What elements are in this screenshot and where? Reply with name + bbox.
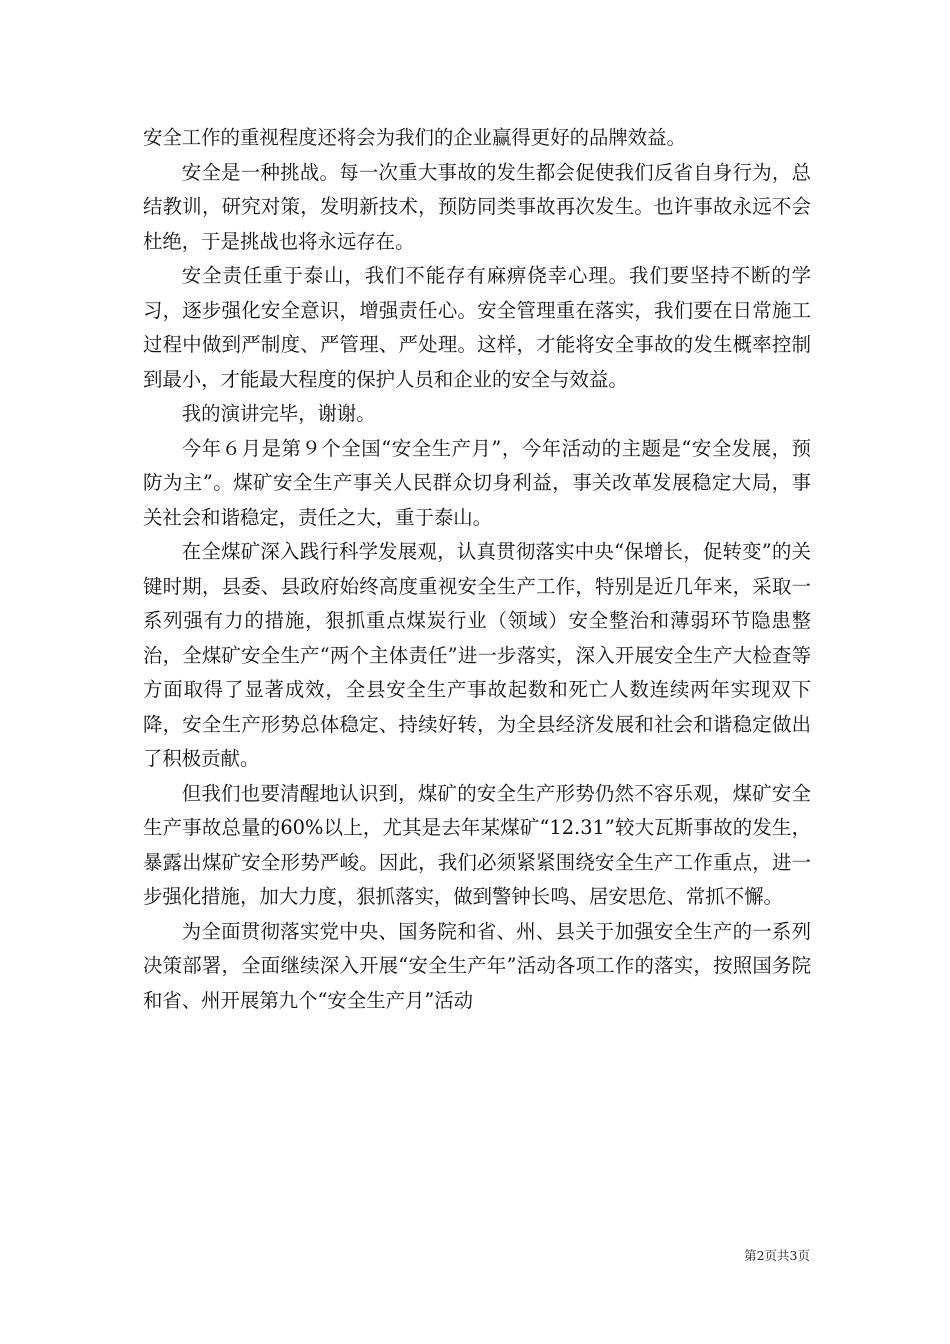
paragraph-5: 今年６月是第９个全国“安全生产月”，今年活动的主题是“安全发展，预防为主”。煤矿安全生产事关人民群众切身利益，事关改革发展稳定大局，事关社会和谐稳定，责任之大，重于泰山。 (143, 436, 811, 529)
document-body (143, 121, 811, 1018)
page-number: 第2页共3页 (744, 1248, 810, 1263)
paragraph-1: 安全工作的重视程度还将会为我们的企业赢得更好的品牌效益。 (143, 126, 686, 149)
paragraph-8: 为全面贯彻落实党中央、国务院和省、州、县关于加强安全生产的一系列决策部署，全面继续深入开展“安全生产年”活动各项工作的落实，按照国务院和省、州开展第九个“安全生产月”活动 (143, 919, 811, 1012)
paragraph-6: 在全煤矿深入践行科学发展观，认真贯彻落实中央“保增长，促转变”的关键时期，县委、县政府始终高度重视安全生产工作，特别是近几年来，采取一系列强有力的措施，狠抓重点煤炭行业（领域）安全整治和薄弱环节隐患整治，全煤矿安全生产“两个主体责任”进一步落实，深入开展安全生产大检查等方面取得了显著成效，全县安全生产事故起数和死亡人数连续两年实现双下降，安全生产形势总体稳定、持续好转，为全县经济发展和社会和谐稳定做出了积极贡献。 (143, 540, 811, 770)
paragraph-7: 但我们也要清醒地认识到，煤矿的安全生产形势仍然不容乐观，煤矿安全生产事故总量的60%以上，尤其是去年某煤矿“12.31”较大瓦斯事故的发生，暴露出煤矿安全形势严峻。因此，我们必须紧紧围绕安全生产工作重点，进一步强化措施，加大力度，狠抓落实，做到警钟长鸣、居安思危、常抓不懈。 (143, 781, 811, 908)
paragraph-3: 安全责任重于泰山，我们不能存有麻痹侥幸心理。我们要坚持不断的学习，逐步强化安全意识，增强责任心。安全管理重在落实，我们要在日常施工过程中做到严制度、严管理、严处理。这样，才能将安全事故的发生概率控制到最小，才能最大程度的保护人员和企业的安全与效益。 (143, 264, 811, 391)
paragraph-2: 安全是一种挑战。每一次重大事故的发生都会促使我们反省自身行为，总结教训，研究对策，发明新技术，预防同类事故再次发生。也许事故永远不会杜绝，于是挑战也将永远存在。 (143, 160, 811, 253)
paragraph-4: 我的演讲完毕，谢谢。 (181, 402, 376, 425)
